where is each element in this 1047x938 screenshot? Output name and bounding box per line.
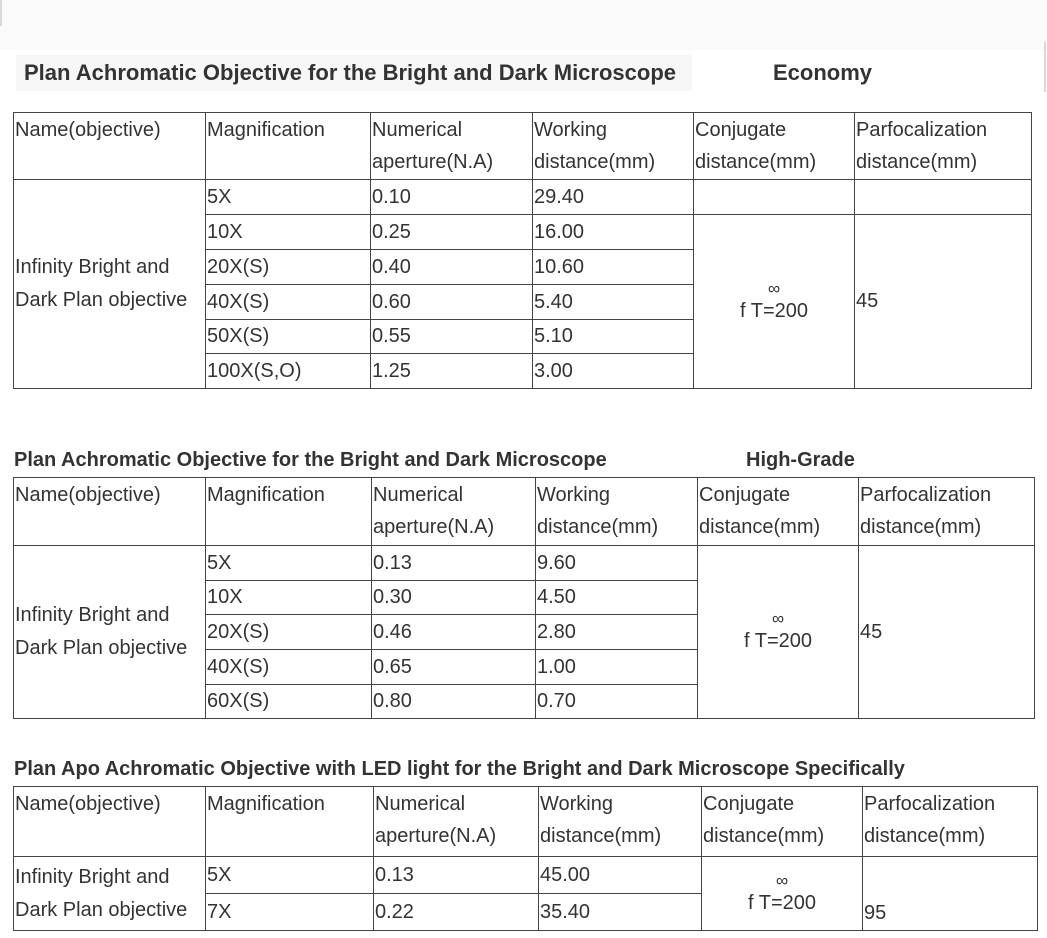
header-conjugate-line2: distance(mm)	[699, 516, 821, 538]
infinity-symbol: ∞	[767, 278, 781, 298]
divider	[1044, 42, 1046, 92]
cell-magnification: 60X(S)	[206, 685, 372, 719]
cell-working-distance: 1.00	[536, 650, 698, 685]
header-parfocal-line2: distance(mm)	[860, 516, 982, 538]
cell-aperture: 0.46	[372, 615, 536, 650]
cell-working-distance: 9.60	[536, 546, 698, 581]
header-conjugate	[694, 113, 855, 180]
cell-aperture: 1.25	[371, 354, 533, 389]
header-name: Name(objective)	[14, 113, 206, 180]
infinity-symbol: ∞	[775, 870, 789, 890]
header-parfocal	[855, 113, 1032, 180]
header-row	[14, 787, 1038, 857]
header-aperture-line2: aperture(N.A)	[372, 151, 494, 173]
header-magnification: Magnification	[206, 478, 372, 546]
cell-parfocal: 45	[855, 215, 1032, 389]
cell-aperture: 0.22	[374, 894, 539, 931]
top-band	[0, 0, 1047, 50]
cell-working-distance: 10.60	[533, 250, 694, 285]
cell-magnification: 5X	[206, 180, 371, 215]
header-working	[539, 787, 702, 857]
header-parfocal-line2: distance(mm)	[856, 151, 978, 173]
header-conjugate-line2: distance(mm)	[703, 825, 825, 847]
objective-name-line2: Dark Plan objective	[15, 898, 188, 921]
cell-aperture: 0.13	[374, 857, 539, 894]
cell-working-distance: 16.00	[533, 215, 694, 250]
section-title-economy: Plan Achromatic Objective for the Bright and Dark Microscope	[24, 60, 676, 85]
cell-aperture: 0.10	[371, 180, 533, 215]
header-parfocal-line1: Parfocalization	[860, 484, 992, 506]
header-parfocal	[863, 787, 1038, 857]
cell-working-distance: 29.40	[533, 180, 694, 215]
header-aperture	[371, 113, 533, 180]
grade-label-high-grade: High-Grade	[746, 449, 855, 471]
header-working-line2: distance(mm)	[534, 151, 656, 173]
objective-name-line1: Infinity Bright and	[15, 865, 170, 888]
header-row	[14, 113, 1032, 180]
header-aperture-line1: Numerical	[373, 484, 464, 506]
cell-magnification: 10X	[206, 581, 372, 615]
cell-aperture: 0.55	[371, 320, 533, 354]
cell-working-distance: 4.50	[536, 581, 698, 615]
header-parfocal-line2: distance(mm)	[864, 825, 986, 847]
header-working	[536, 478, 698, 546]
spec-table-plan-apo	[13, 786, 1038, 931]
conjugate-value: f T=200	[743, 630, 813, 652]
cell-working-distance: 35.40	[539, 894, 702, 931]
header-conjugate-line1: Conjugate	[699, 484, 791, 506]
cell-working-distance: 2.80	[536, 615, 698, 650]
cell-conjugate	[694, 215, 855, 389]
header-conjugate-line1: Conjugate	[703, 793, 795, 815]
header-row	[14, 478, 1035, 546]
cell-parfocal-empty	[855, 180, 1032, 215]
cell-magnification: 5X	[206, 857, 374, 894]
cell-magnification: 10X	[206, 215, 371, 250]
cell-working-distance: 5.40	[533, 285, 694, 320]
cell-conjugate	[702, 857, 863, 931]
infinity-symbol: ∞	[771, 609, 785, 628]
cell-working-distance: 5.10	[533, 320, 694, 354]
header-conjugate	[702, 787, 863, 857]
cell-magnification: 5X	[206, 546, 372, 581]
header-aperture-line1: Numerical	[375, 793, 466, 815]
cell-magnification: 100X(S,O)	[206, 354, 371, 389]
conjugate-value: f T=200	[747, 891, 817, 914]
header-parfocal-line1: Parfocalization	[864, 793, 996, 815]
section-title-high-grade: Plan Achromatic Objective for the Bright and Dark Microscope	[14, 449, 607, 471]
cell-parfocal: 45	[859, 546, 1035, 719]
header-aperture-line1: Numerical	[372, 119, 463, 141]
cell-conjugate-empty	[694, 180, 855, 215]
header-working-line1: Working	[540, 793, 613, 815]
table-row	[14, 546, 1035, 581]
divider	[0, 0, 2, 26]
grade-label-economy: Economy	[773, 60, 873, 85]
objective-name-line1: Infinity Bright and	[15, 256, 170, 278]
section-title-plan-apo: Plan Apo Achromatic Objective with LED light for the Bright and Dark Microscope Specifically	[14, 758, 905, 780]
header-conjugate	[698, 478, 859, 546]
header-magnification: Magnification	[206, 113, 371, 180]
cell-parfocal: 95	[863, 857, 1038, 931]
header-conjugate-line1: Conjugate	[695, 119, 787, 141]
cell-magnification: 20X(S)	[206, 250, 371, 285]
header-working-line1: Working	[537, 484, 610, 506]
cell-magnification: 40X(S)	[206, 650, 372, 685]
cell-aperture: 0.30	[372, 581, 536, 615]
objective-name-line2: Dark Plan objective	[15, 637, 188, 659]
header-aperture-line2: aperture(N.A)	[375, 825, 497, 847]
spec-table-high-grade	[13, 477, 1035, 719]
cell-working-distance: 0.70	[536, 685, 698, 719]
header-aperture	[374, 787, 539, 857]
header-working-line2: distance(mm)	[537, 516, 659, 538]
cell-aperture: 0.65	[372, 650, 536, 685]
header-parfocal	[859, 478, 1035, 546]
table-row	[14, 180, 1032, 215]
cell-aperture: 0.25	[371, 215, 533, 250]
header-magnification: Magnification	[206, 787, 374, 857]
header-aperture	[372, 478, 536, 546]
header-name: Name(objective)	[14, 787, 206, 857]
cell-magnification: 7X	[206, 894, 374, 931]
header-conjugate-line2: distance(mm)	[695, 151, 817, 173]
cell-magnification: 50X(S)	[206, 320, 371, 354]
objective-name-line1: Infinity Bright and	[15, 604, 170, 626]
cell-aperture: 0.40	[371, 250, 533, 285]
cell-aperture: 0.13	[372, 546, 536, 581]
cell-aperture: 0.80	[372, 685, 536, 719]
header-working	[533, 113, 694, 180]
cell-conjugate	[698, 546, 859, 719]
conjugate-value: f T=200	[739, 299, 809, 322]
header-working-line2: distance(mm)	[540, 825, 662, 847]
header-aperture-line2: aperture(N.A)	[373, 516, 495, 538]
cell-magnification: 40X(S)	[206, 285, 371, 320]
objective-name	[14, 546, 206, 719]
header-parfocal-line1: Parfocalization	[856, 119, 988, 141]
spec-table-economy	[13, 112, 1032, 389]
objective-name	[14, 180, 206, 389]
header-working-line1: Working	[534, 119, 607, 141]
table-row	[14, 857, 1038, 894]
objective-name-line2: Dark Plan objective	[15, 289, 188, 311]
cell-working-distance: 45.00	[539, 857, 702, 894]
cell-working-distance: 3.00	[533, 354, 694, 389]
objective-name	[14, 857, 206, 931]
cell-aperture: 0.60	[371, 285, 533, 320]
cell-magnification: 20X(S)	[206, 615, 372, 650]
header-name: Name(objective)	[14, 478, 206, 546]
